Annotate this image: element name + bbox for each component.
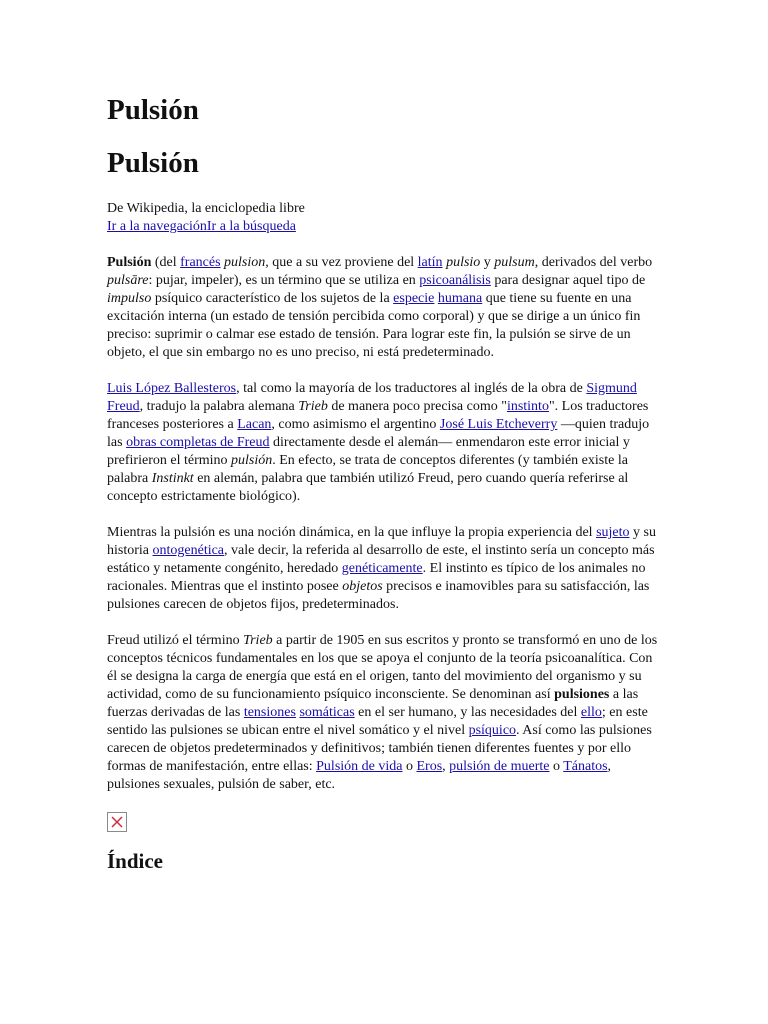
text: —quien tradujo las <box>107 417 650 450</box>
link-tanatos[interactable]: Tánatos <box>563 759 608 774</box>
text: (del <box>151 255 181 270</box>
text: y su historia <box>107 525 656 558</box>
text: o <box>402 759 417 774</box>
paragraph-4 <box>107 632 663 794</box>
text: precisos e inamovibles para su satisfacción, las pulsiones carecen de objetos fijos, predeterminados. <box>107 579 650 612</box>
link-instinto[interactable]: instinto <box>506 399 549 414</box>
text: , <box>442 759 450 774</box>
text: y <box>480 255 495 270</box>
text: . Así como las pulsiones carecen de objetos predeterminados y definitivos; también tienen diferentes fuentes y por ello formas de manifestación, entre ellas: <box>107 723 652 774</box>
link-frances[interactable]: francés <box>180 255 221 270</box>
italic-term: Trieb <box>298 399 328 414</box>
italic-term: pulsión <box>231 453 273 468</box>
link-psiquico[interactable]: psíquico <box>468 723 517 738</box>
link-somaticas[interactable]: somáticas <box>299 705 355 720</box>
link-geneticamente[interactable]: genéticamente <box>341 561 423 576</box>
italic-term: pulsio <box>446 255 481 270</box>
paragraph-1 <box>107 254 663 362</box>
skip-links <box>107 218 663 236</box>
link-latin[interactable]: latín <box>417 255 443 270</box>
text: Freud utilizó el término <box>107 633 244 648</box>
text: ". Los traductores franceses posteriores a <box>107 399 649 432</box>
text: : pujar, impeler), es un término que se utiliza en <box>148 273 420 288</box>
text: , pulsiones sexuales, pulsión de saber, etc. <box>107 759 612 792</box>
italic-term: impulso <box>107 291 152 306</box>
text: , como asimismo el argentino <box>271 417 440 432</box>
text: para designar aquel tipo de <box>490 273 646 288</box>
text: de manera poco precisa como " <box>327 399 507 414</box>
link-psicoanalisis[interactable]: psicoanálisis <box>419 273 491 288</box>
link-pulsion-de-muerte[interactable]: pulsión de muerte <box>449 759 550 774</box>
text: en el ser humano, y las necesidades del <box>354 705 581 720</box>
link-especie[interactable]: especie <box>393 291 435 306</box>
italic-term: pulsion <box>224 255 266 270</box>
text: o <box>549 759 564 774</box>
skip-to-navigation-link[interactable]: Ir a la navegación <box>107 219 207 234</box>
link-ello[interactable]: ello <box>580 705 602 720</box>
text: , que a su vez proviene del <box>265 255 418 270</box>
text: , tradujo la palabra alemana <box>139 399 299 414</box>
text: directamente desde el alemán— enmendaron este error inicial y prefirieron el término <box>107 435 630 468</box>
link-etcheverry[interactable]: José Luis Etcheverry <box>439 417 558 432</box>
text: . En efecto, se trata de conceptos diferentes (y también existe la palabra <box>107 453 628 486</box>
index-heading: Índice <box>107 849 164 873</box>
paragraph-2 <box>107 380 663 506</box>
bold-term: pulsiones <box>554 687 610 702</box>
text: , tal como la mayoría de los traductores al inglés de la obra de <box>236 381 587 396</box>
link-obras-completas[interactable]: obras completas de Freud <box>126 435 270 450</box>
italic-term: objetos <box>342 579 383 594</box>
italic-term: Instinkt <box>151 471 194 486</box>
link-ontogenetica[interactable]: ontogenética <box>152 543 225 558</box>
text: . El instinto es típico de los animales no racionales. Mientras que el instinto posee <box>107 561 646 594</box>
article-title: Pulsión <box>107 147 199 179</box>
link-lacan[interactable]: Lacan <box>237 417 272 432</box>
bold-term: Pulsión <box>107 255 152 270</box>
article-meta <box>107 200 663 236</box>
link-sujeto[interactable]: sujeto <box>596 525 630 540</box>
text: a partir de 1905 en sus escritos y pronto se transformó en uno de los conceptos técnicos fundamentales en los que se apoya el conjunto de la teoría psicoanalítica. Con él se designa la carga de energía que está en el origen, tanto del movimiento del organismo y su actividad, como de su funcionamiento psíquico inconsciente. Se denominan así <box>107 633 658 702</box>
text: a las fuerzas derivadas de las <box>107 687 639 720</box>
text: que tiene su fuente en una excitación interna (un estado de tensión percibida como corporal) y que se dirige a un único fin preciso: suprimir o calmar ese estado de tensión. Para lograr este fin, la pulsión se sirve de un objeto, el que sin embargo no es uno preciso, ni está predeterminado. <box>107 291 641 360</box>
italic-term: pulsāre <box>107 273 149 288</box>
link-humana[interactable]: humana <box>437 291 483 306</box>
link-tensiones[interactable]: tensiones <box>243 705 296 720</box>
article <box>107 92 663 874</box>
italic-term: pulsum <box>494 255 535 270</box>
link-eros[interactable]: Eros <box>416 759 443 774</box>
text: , derivados del verbo <box>534 255 653 270</box>
close-x-icon <box>110 815 124 829</box>
text: , vale decir, la referida al desarrollo de este, el instinto sería un concepto más estático y netamente congénito, heredado <box>107 543 655 576</box>
paragraph-3 <box>107 524 663 614</box>
text: Mientras la pulsión es una noción dinámica, en la que influye la propia experiencia del <box>107 525 597 540</box>
italic-term: Trieb <box>243 633 273 648</box>
text: psíquico característico de los sujetos de la <box>151 291 394 306</box>
skip-to-search-link[interactable]: Ir a la búsqueda <box>206 219 296 234</box>
page-title: Pulsión <box>107 94 199 126</box>
text: ; en este sentido las pulsiones se ubican entre el nivel somático y el nivel <box>107 705 648 738</box>
broken-image-icon <box>107 812 127 832</box>
source-line: De Wikipedia, la enciclopedia libre <box>107 201 305 216</box>
link-ballesteros[interactable]: Luis López Ballesteros <box>107 381 237 396</box>
link-pulsion-de-vida[interactable]: Pulsión de vida <box>316 759 403 774</box>
text: en alemán, palabra que también utilizó Freud, pero cuando quería referirse al concepto estrictamente biológico). <box>107 471 629 504</box>
link-sigmund-freud[interactable]: Sigmund Freud <box>107 381 637 414</box>
